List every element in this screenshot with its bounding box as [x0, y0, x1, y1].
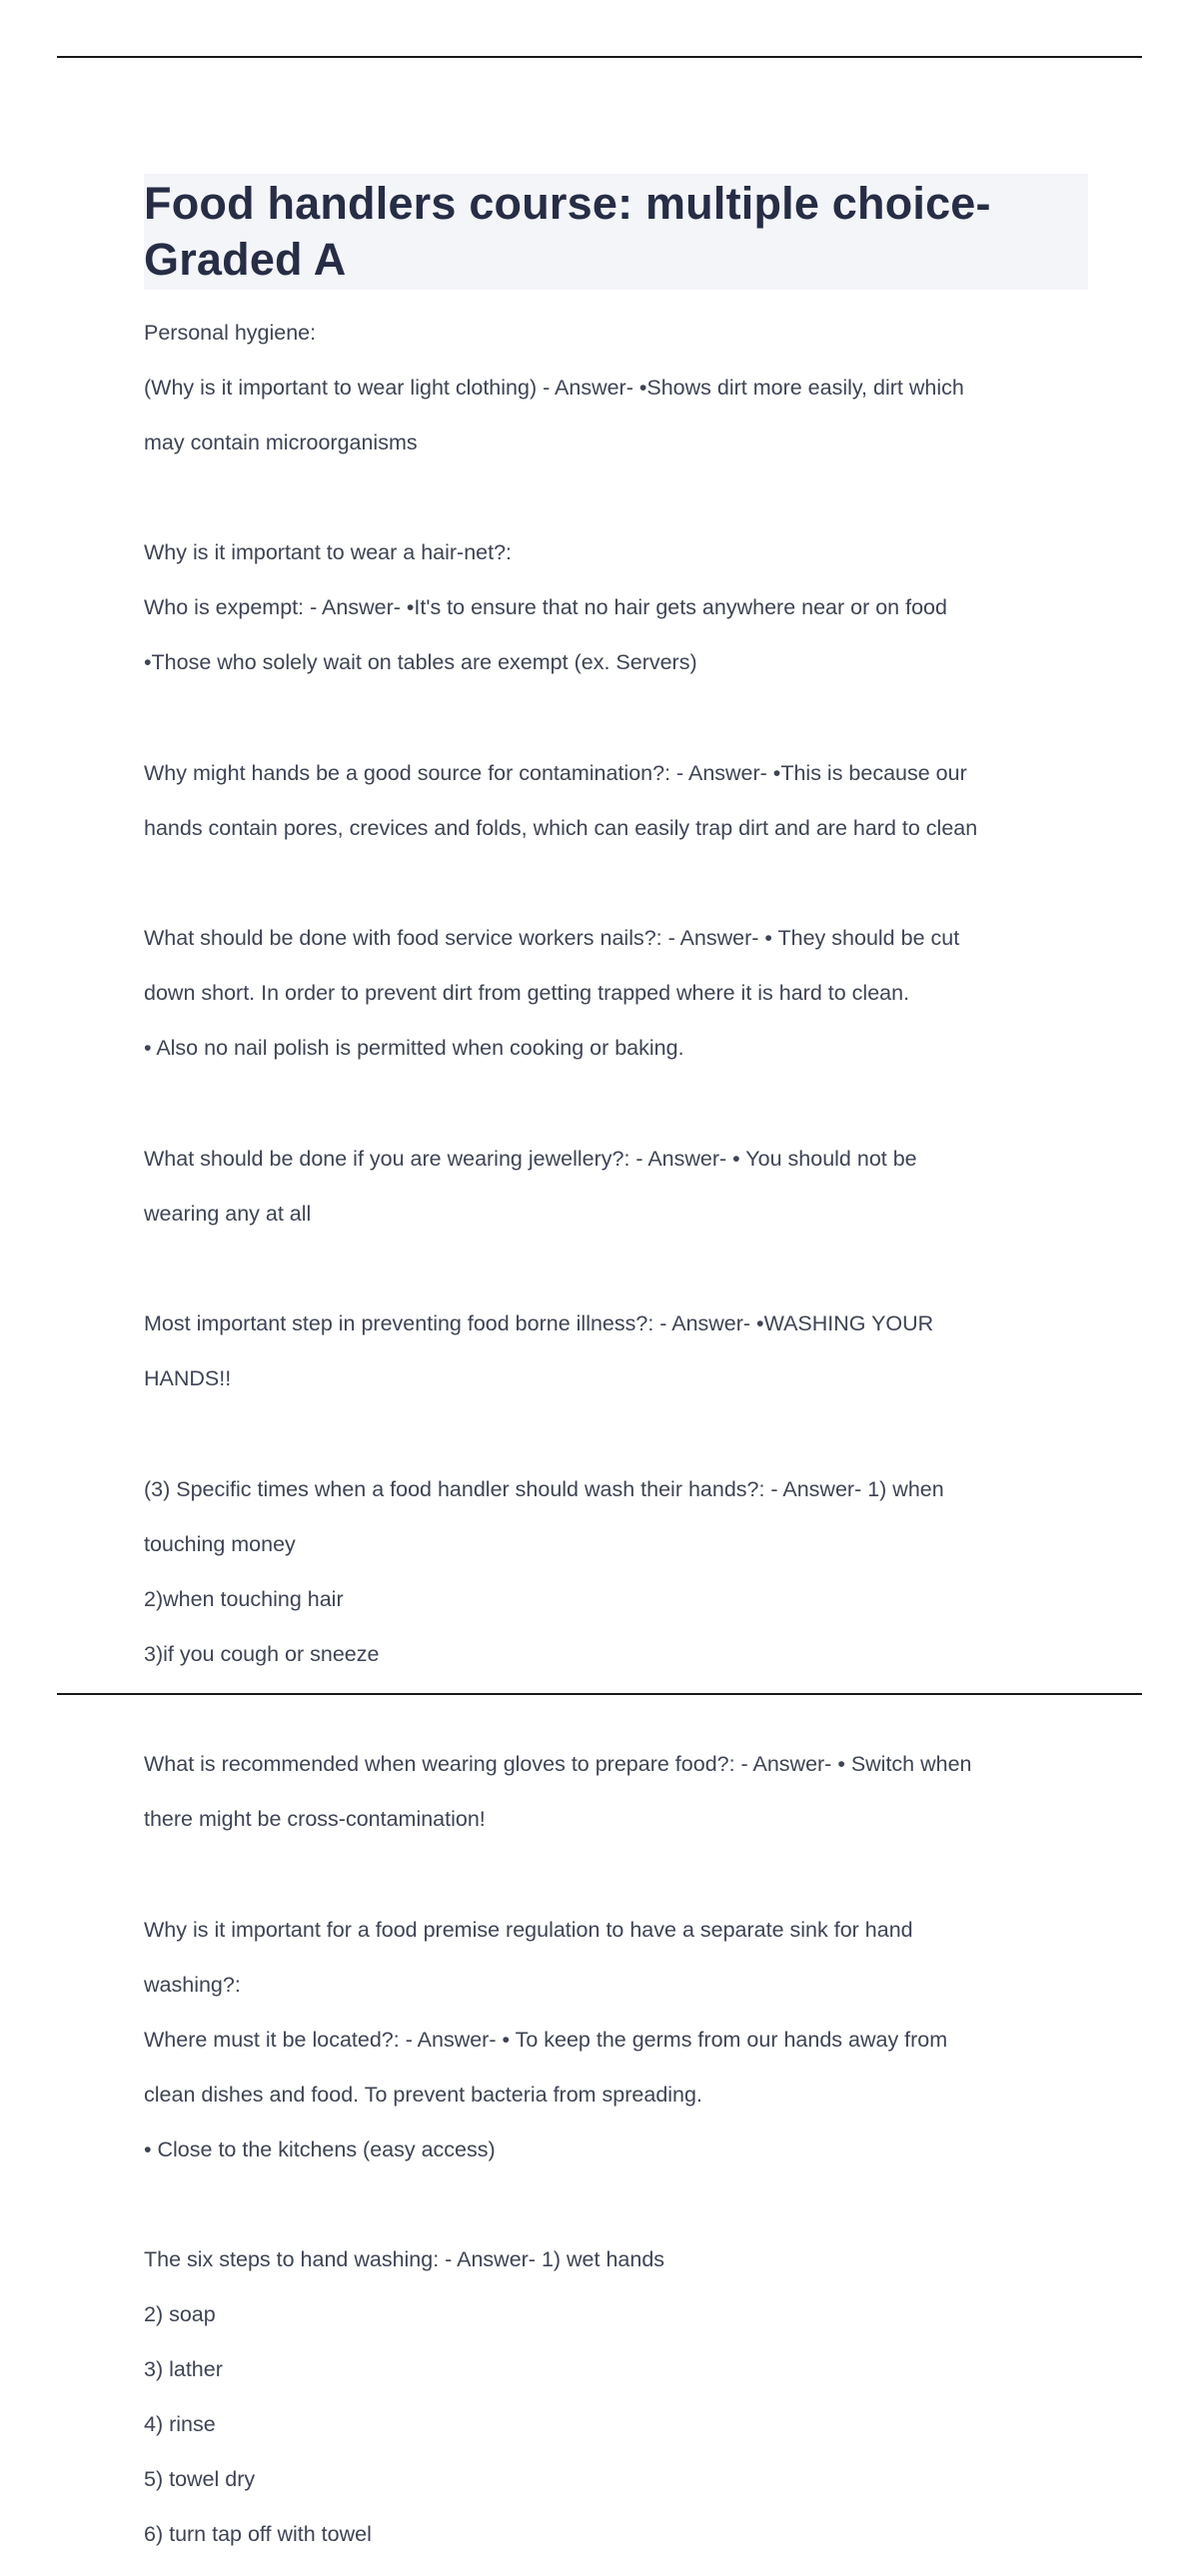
qa-line: Why is it important to wear a hair-net?: [144, 539, 1088, 567]
qa-line: there might be cross-contamination! [144, 1806, 1088, 1834]
qa-line: 6) turn tap off with towel [144, 2521, 1088, 2549]
qa-line: 4) rinse [144, 2411, 1088, 2439]
qa-line: 3) lather [144, 2356, 1088, 2384]
qa-line: Where must it be located?: - Answer- • To keep the germs from our hands away from [144, 2027, 1088, 2055]
qa-line: (Why is it important to wear light clothing) - Answer- •Shows dirt more easily, dirt which [144, 375, 1088, 403]
qa-block-gloves [144, 1724, 1088, 1862]
qa-block-specific-times [144, 1448, 1088, 1696]
top-rule [57, 56, 1142, 58]
qa-line: Most important step in preventing food borne illness?: - Answer- •WASHING YOUR [144, 1310, 1088, 1338]
qa-line: •Those who solely wait on tables are exempt (ex. Servers) [144, 649, 1088, 677]
qa-block-hair-net [144, 512, 1088, 705]
qa-line: 2) soap [144, 2301, 1088, 2329]
qa-block-hands-contamination [144, 732, 1088, 870]
qa-line: clean dishes and food. To prevent bacteria from spreading. [144, 2082, 1088, 2110]
qa-line: • Close to the kitchens (easy access) [144, 2137, 1088, 2164]
qa-block-light-clothing [144, 292, 1088, 484]
qa-line: (3) Specific times when a food handler should wash their hands?: - Answer- 1) when [144, 1476, 1088, 1504]
qa-line: may contain microorganisms [144, 429, 1088, 457]
qa-line: Why is it important for a food premise regulation to have a separate sink for hand [144, 1917, 1088, 1945]
qa-line: Why might hands be a good source for contamination?: - Answer- •This is because our [144, 760, 1088, 788]
qa-line: What is recommended when wearing gloves to prepare food?: - Answer- • Switch when [144, 1751, 1088, 1779]
qa-block-hand-sink [144, 1889, 1088, 2191]
qa-block-nails [144, 898, 1088, 1091]
qa-line: What should be done if you are wearing jewellery?: - Answer- • You should not be [144, 1146, 1088, 1174]
qa-line: wearing any at all [144, 1201, 1088, 1229]
qa-line: 2)when touching hair [144, 1586, 1088, 1614]
qa-line: What should be done with food service workers nails?: - Answer- • They should be cut [144, 925, 1088, 953]
document-title: Food handlers course: multiple choice- Graded A [144, 174, 1088, 290]
qa-line: 3)if you cough or sneeze [144, 1641, 1088, 1669]
qa-line: touching money [144, 1531, 1088, 1559]
qa-line: HANDS!! [144, 1365, 1088, 1393]
qa-line: Who is expempt: - Answer- •It's to ensure that no hair gets anywhere near or on food [144, 594, 1088, 622]
qa-line: • Also no nail polish is permitted when cooking or baking. [144, 1035, 1088, 1063]
qa-line: The six steps to hand washing: - Answer- 1) wet hands [144, 2246, 1088, 2274]
bottom-rule [57, 1693, 1142, 1695]
qa-line: 5) towel dry [144, 2466, 1088, 2494]
qa-block-jewellery [144, 1118, 1088, 1256]
qa-block-six-steps [144, 2219, 1088, 2576]
document-body [144, 174, 1088, 2576]
qa-block-most-important-step [144, 1284, 1088, 1421]
qa-line: washing?: [144, 1972, 1088, 2000]
qa-line: Personal hygiene: [144, 320, 1088, 348]
qa-line: hands contain pores, crevices and folds, which can easily trap dirt and are hard to clean [144, 815, 1088, 843]
qa-line: down short. In order to prevent dirt from getting trapped where it is hard to clean. [144, 980, 1088, 1008]
